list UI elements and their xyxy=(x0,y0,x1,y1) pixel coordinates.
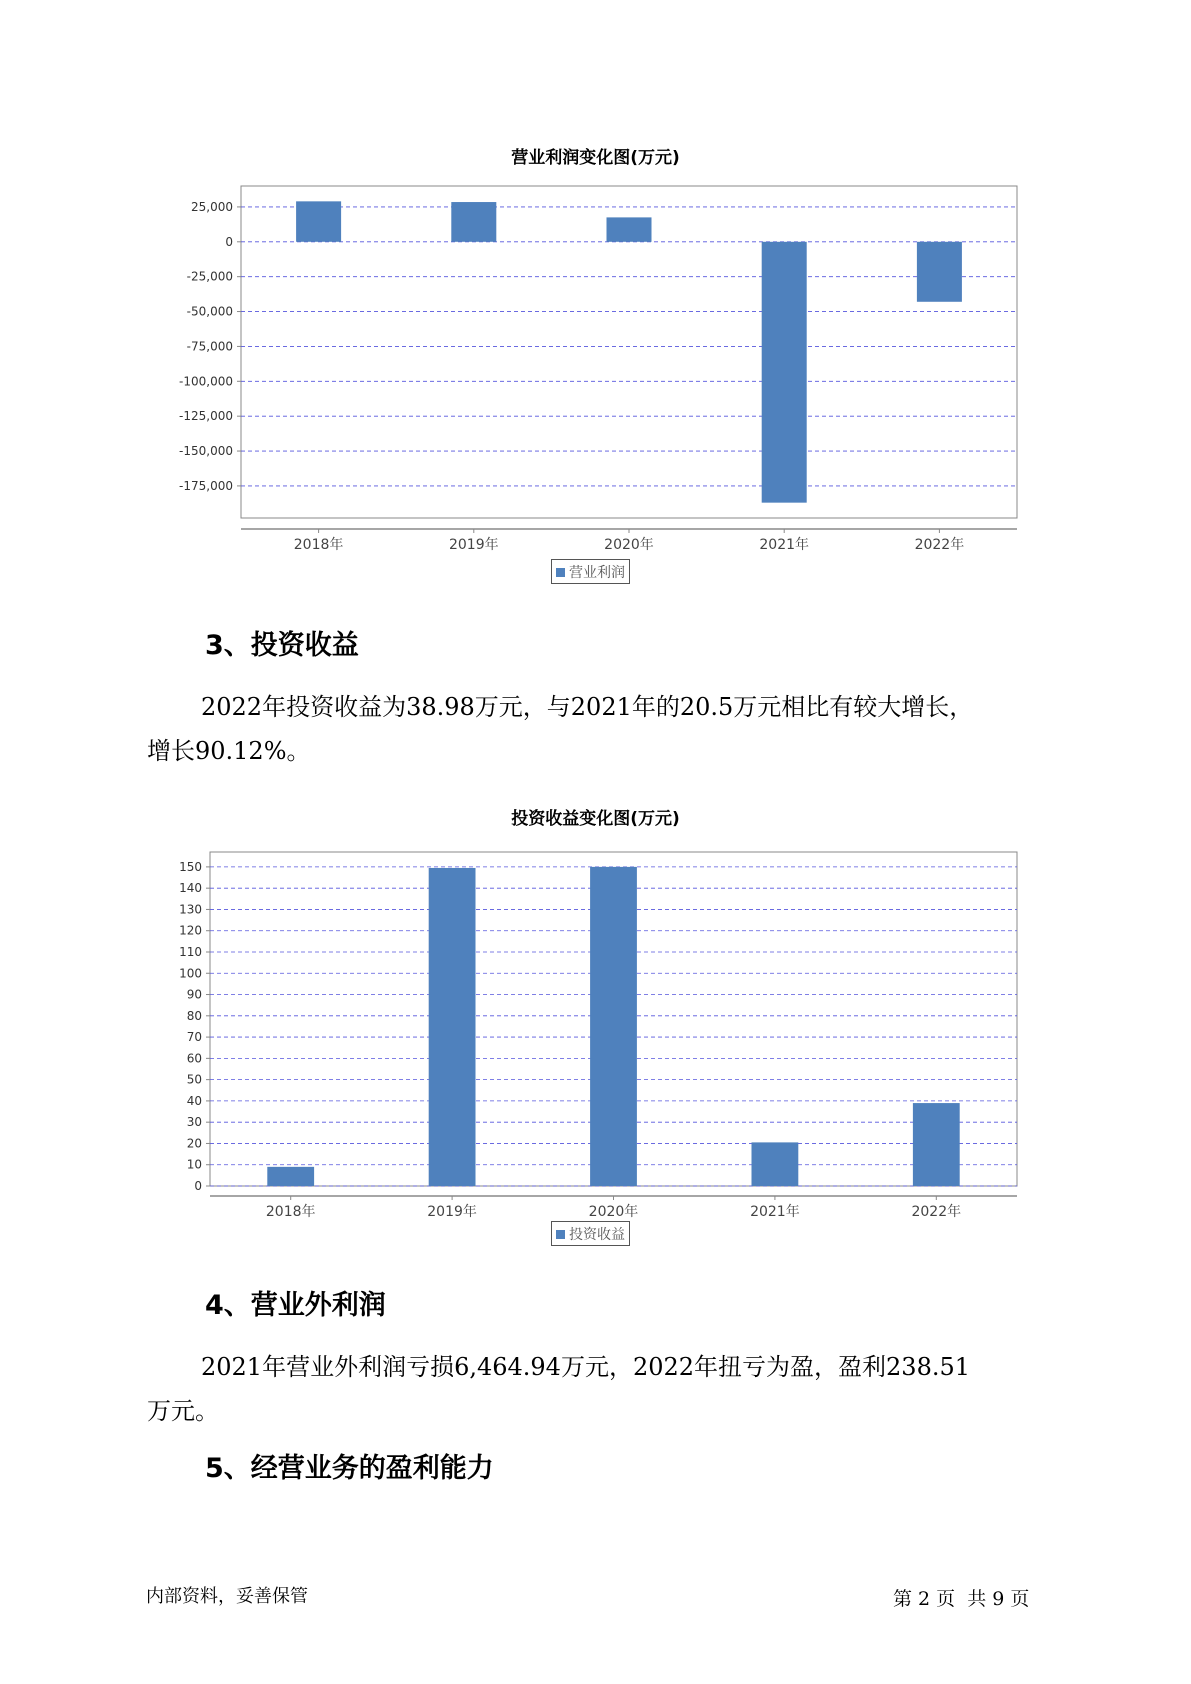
x-tick-label: 2018年 xyxy=(293,537,344,553)
x-tick-label: 2018年 xyxy=(265,1204,316,1220)
bar xyxy=(751,1142,798,1186)
y-tick-label: 30 xyxy=(186,1115,202,1130)
chart2-legend-label: 投资收益 xyxy=(569,1227,625,1243)
section5-heading: 5、经营业务的盈利能力 xyxy=(205,1453,494,1484)
y-tick-label: 50 xyxy=(186,1072,202,1087)
bar xyxy=(429,868,476,1186)
chart1-legend-label: 营业利润 xyxy=(569,565,625,581)
x-tick-label: 2021年 xyxy=(759,537,810,553)
footer-page-number: 第 2 页 共 9 页 xyxy=(893,1588,1030,1610)
y-tick-label: -25,000 xyxy=(186,269,233,284)
x-tick-label: 2019年 xyxy=(448,537,499,553)
y-tick-label: 110 xyxy=(179,944,202,959)
y-tick-label: 140 xyxy=(179,881,202,896)
bar xyxy=(590,867,637,1186)
x-tick-label: 2021年 xyxy=(750,1204,800,1220)
x-tick-label: 2022年 xyxy=(911,1204,962,1220)
y-tick-label: 90 xyxy=(186,987,202,1002)
y-tick-label: 130 xyxy=(179,902,202,917)
section3-heading: 3、投资收益 xyxy=(205,630,359,661)
y-tick-label: 40 xyxy=(186,1093,202,1108)
chart2-title: 投资收益变化图(万元) xyxy=(511,809,680,829)
legend-swatch xyxy=(556,1230,565,1239)
bar xyxy=(913,1103,960,1186)
y-tick-label: 0 xyxy=(194,1179,202,1193)
y-tick-label: 10 xyxy=(186,1157,202,1172)
section3-line2: 增长90.12%。 xyxy=(147,737,311,765)
y-tick-label: -150,000 xyxy=(179,444,233,459)
y-tick-label: 80 xyxy=(186,1008,202,1023)
x-tick-label: 2019年 xyxy=(427,1204,477,1220)
bar xyxy=(267,1167,314,1186)
section4-paragraph xyxy=(147,1345,1047,1433)
y-tick-label: 20 xyxy=(186,1136,202,1151)
x-tick-label: 2020年 xyxy=(604,537,654,553)
section4-line2: 万元。 xyxy=(147,1397,219,1425)
y-tick-label: 25,000 xyxy=(191,199,233,214)
footer-confidential-note: 内部资料，妥善保管 xyxy=(146,1586,308,1607)
y-tick-label: 150 xyxy=(179,859,202,874)
section4-line1: 2021年营业外利润亏损6,464.94万元，2022年扭亏为盈，盈利238.51 xyxy=(201,1353,971,1381)
y-tick-label: 60 xyxy=(186,1051,202,1066)
chart2-legend xyxy=(551,1221,630,1246)
y-tick-label: 100 xyxy=(179,966,202,981)
y-tick-label: 0 xyxy=(225,234,233,249)
y-tick-label: -125,000 xyxy=(179,409,233,424)
y-tick-label: -100,000 xyxy=(179,374,233,389)
y-tick-label: -50,000 xyxy=(186,304,233,319)
y-tick-label: -75,000 xyxy=(186,339,233,354)
y-tick-label: 70 xyxy=(186,1030,202,1045)
chart1-title: 营业利润变化图(万元) xyxy=(511,148,680,168)
y-tick-label: -175,000 xyxy=(179,478,233,493)
x-tick-label: 2020年 xyxy=(588,1204,639,1220)
x-tick-label: 2022年 xyxy=(914,537,965,553)
y-tick-label: 120 xyxy=(179,923,202,938)
section4-heading: 4、营业外利润 xyxy=(205,1290,386,1321)
section3-line1: 2022年投资收益为38.98万元，与2021年的20.5万元相比有较大增长， xyxy=(201,693,974,721)
